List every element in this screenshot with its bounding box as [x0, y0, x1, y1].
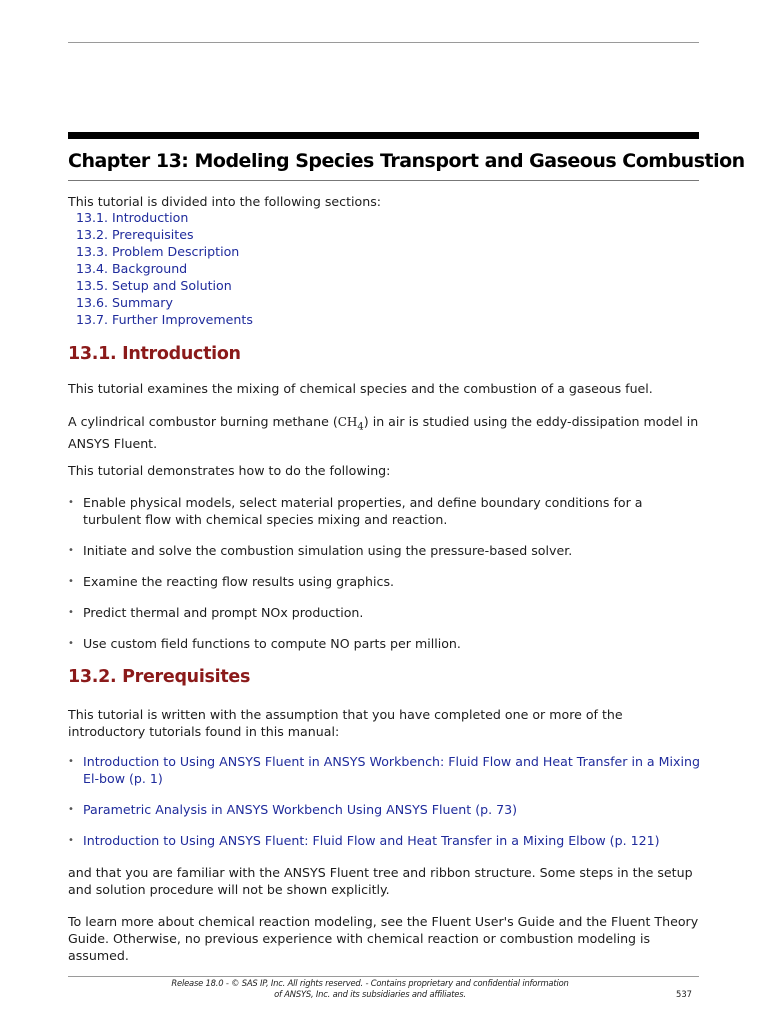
- link-parametric-analysis[interactable]: Parametric Analysis in ANSYS Workbench Using ANSYS Fluent (p. 73): [83, 802, 518, 817]
- link-fluent-mixing-elbow[interactable]: Introduction to Using ANSYS Fluent: Fluid Flow and Heat Transfer in a Mixing Elbow (p. 121): [83, 833, 660, 848]
- list-item: • Enable physical models, select material properties, and define boundary conditions for a turbulent flow with chemical species mixing and reaction.: [68, 495, 643, 527]
- chapter-bar: [68, 132, 699, 139]
- methane-formula: $CH_4$: [337, 415, 364, 433]
- toc-link-summary[interactable]: 13.6. Summary: [76, 295, 173, 310]
- footer-copyright: Release 18.0 - © SAS IP, Inc. All rights reserved. - Contains proprietary and confidential information of ANSYS, Inc. and its subsidiaries and affiliates.: [171, 978, 569, 999]
- prereq-paragraph-3: To learn more about chemical reaction modeling, see the Fluent User's Guide and the Fluent Theory Guide. Otherwise, no previous experience with chemical reaction or combustion modeling is assumed.: [68, 914, 699, 963]
- list-item: • Examine the reacting flow results using graphics.: [68, 574, 395, 589]
- header-rule: [68, 42, 699, 43]
- chapter-title: Chapter 13: Modeling Species Transport and Gaseous Combustion: [68, 150, 745, 172]
- toc-link-further-improvements[interactable]: 13.7. Further Improvements: [76, 312, 253, 327]
- list-item: • Introduction to Using ANSYS Fluent in ANSYS Workbench: Fluid Flow and Heat Transfer in a Mixing El-bow (p. 1): [68, 754, 700, 786]
- toc-link-background[interactable]: 13.4. Background: [76, 261, 188, 276]
- prereq-paragraph-1: This tutorial is written with the assumption that you have completed one or more of the introductory tutorials found in this manual:: [68, 707, 623, 739]
- toc-intro: This tutorial is divided into the following sections:: [68, 194, 382, 209]
- toc-link-prerequisites[interactable]: 13.2. Prerequisites: [76, 227, 194, 242]
- intro-paragraph-2: A cylindrical combustor burning methane $(CH_4)$ in air is studied using the eddy-dissipation model in ANSYS Fluent.: [68, 414, 699, 452]
- link-workbench-mixing-elbow[interactable]: Introduction to Using ANSYS Fluent in ANSYS Workbench: Fluid Flow and Heat Transfer in a Mixing El-bow (p. 1): [83, 754, 700, 786]
- list-item: • Introduction to Using ANSYS Fluent: Fluid Flow and Heat Transfer in a Mixing Elbow (p. 121): [68, 832, 700, 849]
- section-heading-introduction: 13.1. Introduction: [68, 344, 241, 364]
- intro-paragraph-1: This tutorial examines the mixing of chemical species and the combustion of a gaseous fuel.: [68, 381, 653, 396]
- list-item: • Initiate and solve the combustion simulation using the pressure-based solver.: [68, 543, 573, 558]
- intro-paragraph-3: This tutorial demonstrates how to do the following:: [68, 463, 391, 478]
- footer-rule: [68, 976, 699, 977]
- toc-link-introduction[interactable]: 13.1. Introduction: [76, 210, 189, 225]
- list-item: • Parametric Analysis in ANSYS Workbench Using ANSYS Fluent (p. 73): [68, 801, 700, 818]
- section-heading-prerequisites: 13.2. Prerequisites: [68, 667, 251, 687]
- table-of-contents: [76, 209, 253, 328]
- toc-link-setup-and-solution[interactable]: 13.5. Setup and Solution: [76, 278, 232, 293]
- page-number: 537: [676, 989, 692, 999]
- prereq-paragraph-2: and that you are familiar with the ANSYS Fluent tree and ribbon structure. Some steps in the setup and solution procedure will not be shown explicitly.: [68, 865, 693, 897]
- chapter-title-rule: [68, 180, 699, 181]
- list-item: • Use custom field functions to compute NO parts per million.: [68, 636, 461, 651]
- toc-link-problem-description[interactable]: 13.3. Problem Description: [76, 244, 240, 259]
- list-item: • Predict thermal and prompt NOx production.: [68, 605, 364, 620]
